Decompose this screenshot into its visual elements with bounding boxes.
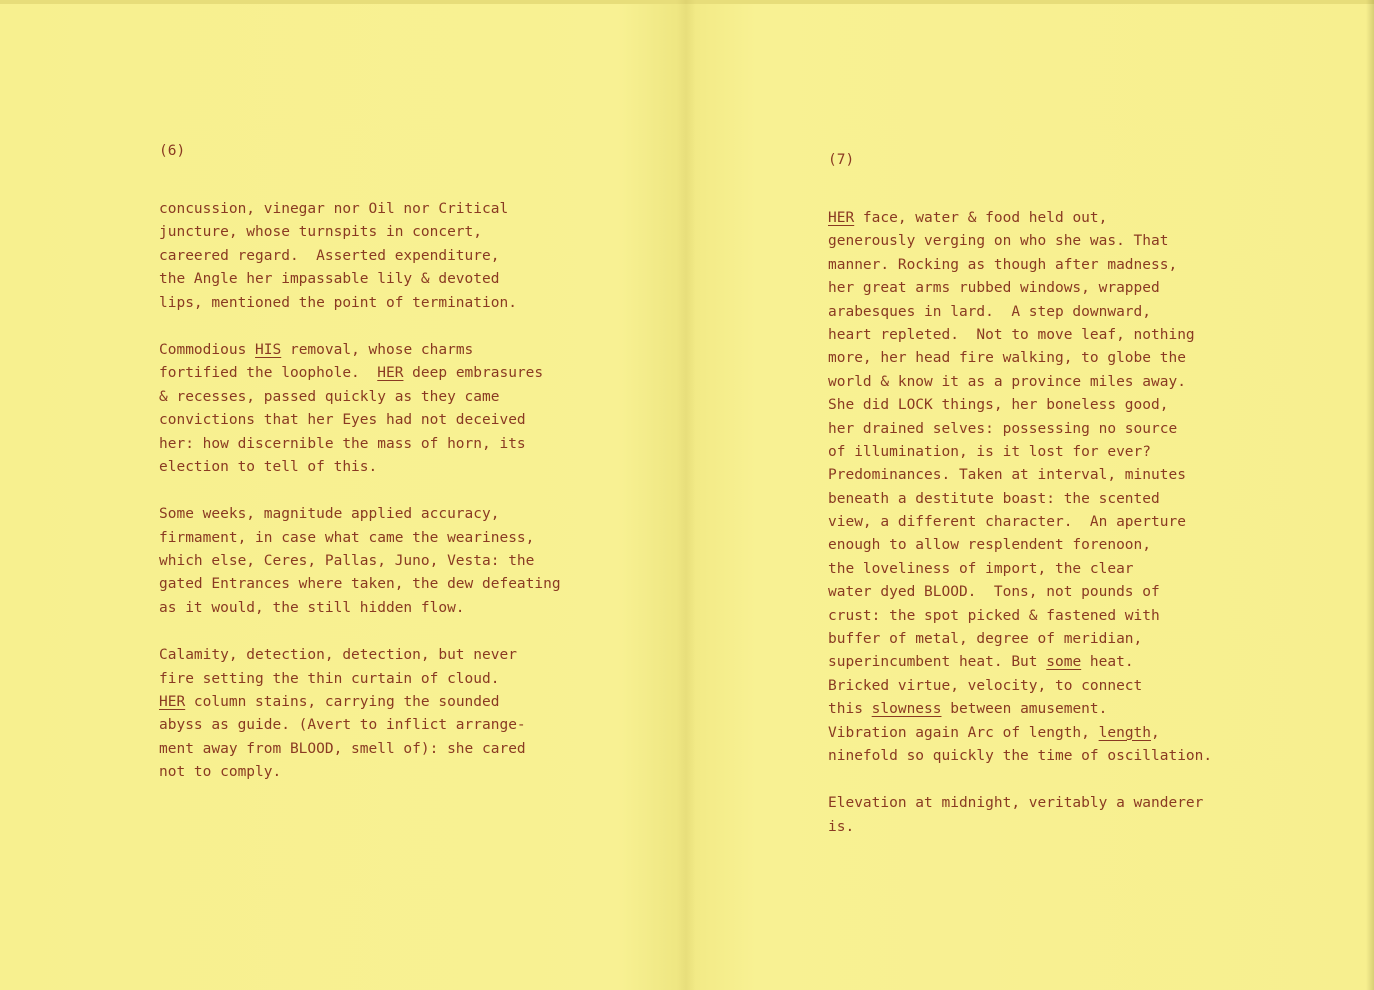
text-line: juncture, whose turnspits in concert, xyxy=(159,224,483,241)
text-line: & recesses, passed quickly as they came xyxy=(159,388,500,405)
text-line: not to comply. xyxy=(159,764,282,781)
text-line: Vibration again Arc of length, length, xyxy=(828,724,1160,741)
text-line: ninefold so quickly the time of oscillation. xyxy=(828,747,1213,764)
text-line: gated Entrances where taken, the dew defeating xyxy=(159,576,561,593)
text-line: view, a different character. An aperture xyxy=(828,514,1186,531)
underlined-word: HIS xyxy=(255,341,282,358)
text-line: HER face, water & food held out, xyxy=(828,210,1108,226)
text-line: manner. Rocking as though after madness, xyxy=(828,256,1178,273)
text-line: her: how discernible the mass of horn, its xyxy=(159,435,526,452)
text-line: the loveliness of import, the clear xyxy=(828,560,1134,577)
text-line: ment away from BLOOD, smell of): she cared xyxy=(159,740,526,757)
right-page-text xyxy=(828,207,1212,839)
text-line: Commodious HIS removal, whose charms xyxy=(159,341,474,358)
text-line: enough to allow resplendent forenoon, xyxy=(828,537,1152,554)
page-number: (6) xyxy=(159,143,186,159)
underlined-word: slowness xyxy=(871,701,942,718)
text-line: heart repleted. Not to move leaf, nothing xyxy=(828,326,1195,343)
text-line: convictions that her Eyes had not deceived xyxy=(159,412,526,429)
text-line: fire setting the thin curtain of cloud. xyxy=(159,670,500,687)
text-line: world & know it as a province miles away. xyxy=(828,373,1186,390)
text-line: Predominances. Taken at interval, minutes xyxy=(828,467,1186,484)
text-line: Bricked virtue, velocity, to connect xyxy=(828,677,1143,694)
page-number: (7) xyxy=(828,152,855,168)
paragraph xyxy=(159,339,561,479)
text-line: arabesques in lard. A step downward, xyxy=(828,303,1152,320)
text-line: firmament, in case what came the weariness, xyxy=(159,529,535,546)
text-line: buffer of metal, degree of meridian, xyxy=(828,631,1143,648)
text-line: more, her head fire walking, to globe the xyxy=(828,350,1186,367)
paragraph xyxy=(159,198,561,315)
underlined-word: some xyxy=(1046,654,1082,671)
text-line: She did LOCK things, her boneless good, xyxy=(828,397,1169,414)
text-line: her great arms rubbed windows, wrapped xyxy=(828,280,1160,297)
text-line: the Angle her impassable lily & devoted xyxy=(159,271,500,288)
text-line: Elevation at midnight, veritably a wanderer xyxy=(828,795,1204,812)
text-line: this slowness between amusement. xyxy=(828,701,1108,718)
paragraph xyxy=(828,207,1212,768)
right-page xyxy=(828,119,1212,895)
text-line: Calamity, detection, detection, but never xyxy=(159,647,517,664)
text-line: is. xyxy=(828,818,855,835)
paragraph xyxy=(159,503,561,620)
text-line: beneath a destitute boast: the scented xyxy=(828,490,1160,507)
underlined-word: length xyxy=(1098,724,1152,741)
text-line: Some weeks, magnitude applied accuracy, xyxy=(159,506,500,523)
text-line: HER column stains, carrying the sounded xyxy=(159,694,500,711)
text-line: lips, mentioned the point of termination. xyxy=(159,294,517,311)
left-page-text xyxy=(159,198,561,785)
center-fold xyxy=(676,0,696,990)
text-line: of illumination, is it lost for ever? xyxy=(828,443,1152,460)
page-edge xyxy=(1366,0,1374,990)
text-line: election to tell of this. xyxy=(159,458,378,475)
text-line: superincumbent heat. But some heat. xyxy=(828,654,1134,671)
text-line: water dyed BLOOD. Tons, not pounds of xyxy=(828,584,1160,601)
text-line: as it would, the still hidden flow. xyxy=(159,599,465,616)
text-line: concussion, vinegar nor Oil nor Critical xyxy=(159,201,509,217)
text-line: careered regard. Asserted expenditure, xyxy=(159,247,500,264)
text-line: generously verging on who she was. That xyxy=(828,233,1169,250)
text-line: her drained selves: possessing no source xyxy=(828,420,1178,437)
paragraph xyxy=(159,644,561,784)
left-page xyxy=(159,110,561,841)
underlined-word: HER xyxy=(159,694,186,711)
text-line: fortified the loophole. HER deep embrasures xyxy=(159,365,544,382)
underlined-word: HER xyxy=(828,210,855,226)
paragraph xyxy=(828,792,1212,839)
text-line: which else, Ceres, Pallas, Juno, Vesta: the xyxy=(159,553,535,570)
text-line: crust: the spot picked & fastened with xyxy=(828,607,1160,624)
underlined-word: HER xyxy=(377,365,404,382)
text-line: abyss as guide. (Avert to inflict arrange- xyxy=(159,717,526,734)
